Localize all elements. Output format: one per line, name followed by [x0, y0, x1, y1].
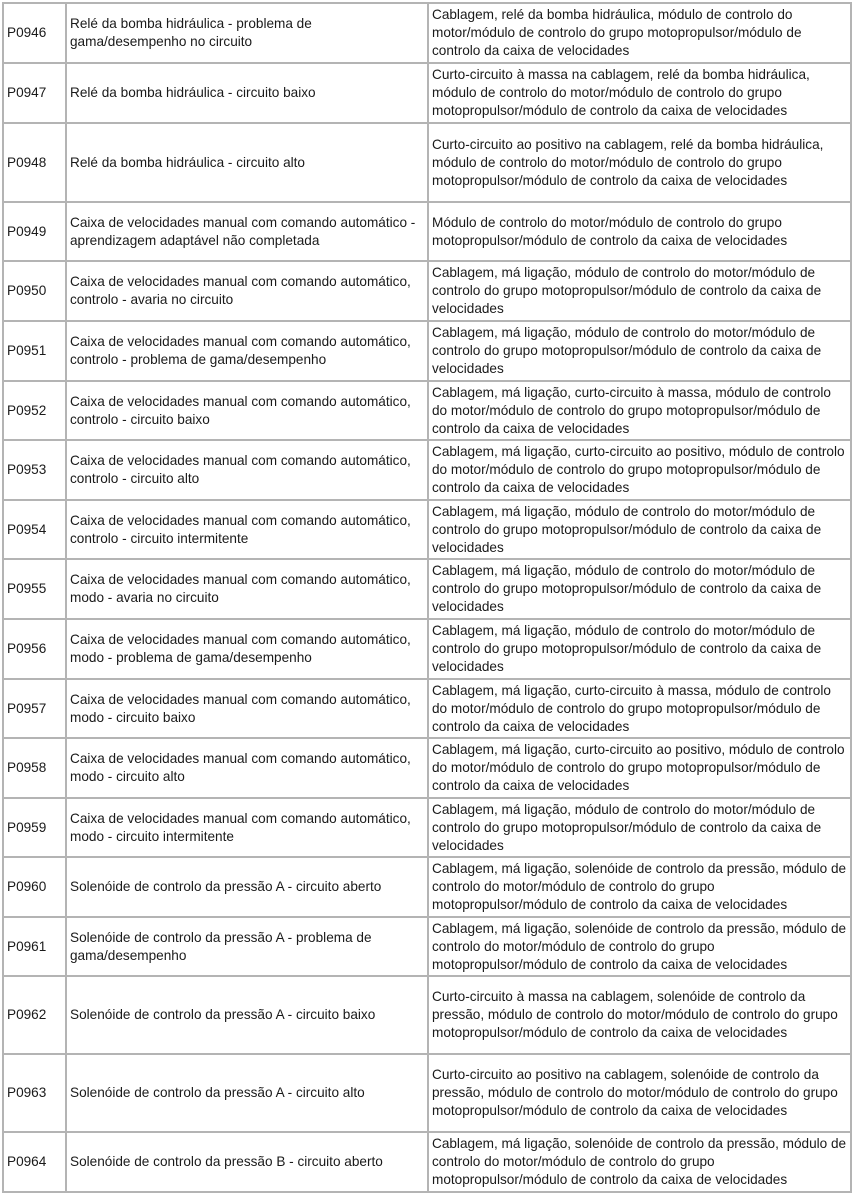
dtc-description: Caixa de velocidades manual com comando automático, controlo - circuito alto: [66, 440, 428, 500]
dtc-description: Caixa de velocidades manual com comando automático - aprendizagem adaptável não completada: [66, 202, 428, 261]
dtc-code: P0946: [3, 3, 66, 63]
dtc-possible-causes: Curto-circuito ao positivo na cablagem, relé da bomba hidráulica, módulo de controlo do motor/módulo de controlo do grupo motopropulsor/módulo de controlo da caixa de velocidades: [428, 123, 851, 202]
dtc-code: P0959: [3, 798, 66, 857]
table-row: [3, 976, 851, 1054]
table-row: [3, 202, 851, 261]
dtc-description: Solenóide de controlo da pressão A - circuito alto: [66, 1054, 428, 1132]
dtc-code: P0958: [3, 738, 66, 798]
table-row: [3, 500, 851, 559]
dtc-code: P0953: [3, 440, 66, 500]
dtc-code: P0950: [3, 261, 66, 321]
dtc-code: P0964: [3, 1132, 66, 1192]
dtc-possible-causes: Curto-circuito à massa na cablagem, solenóide de controlo da pressão, módulo de controlo do motor/módulo de controlo do grupo motopropulsor/módulo de controlo da caixa de velocidades: [428, 976, 851, 1054]
table-row: [3, 798, 851, 857]
dtc-description: Solenóide de controlo da pressão A - circuito aberto: [66, 857, 428, 917]
dtc-code: P0957: [3, 679, 66, 738]
table-row: [3, 559, 851, 619]
dtc-possible-causes: Cablagem, má ligação, módulo de controlo do motor/módulo de controlo do grupo motopropulsor/módulo de controlo da caixa de velocidades: [428, 261, 851, 321]
dtc-possible-causes: Cablagem, má ligação, solenóide de controlo da pressão, módulo de controlo do motor/módulo de controlo do grupo motopropulsor/módulo de controlo da caixa de velocidades: [428, 857, 851, 917]
dtc-possible-causes: Cablagem, má ligação, módulo de controlo do motor/módulo de controlo do grupo motopropulsor/módulo de controlo da caixa de velocidades: [428, 798, 851, 857]
dtc-description: Caixa de velocidades manual com comando automático, controlo - problema de gama/desempenho: [66, 321, 428, 381]
dtc-description: Caixa de velocidades manual com comando automático, modo - circuito alto: [66, 738, 428, 798]
dtc-possible-causes: Cablagem, má ligação, curto-circuito ao positivo, módulo de controlo do motor/módulo de controlo do grupo motopropulsor/módulo de controlo da caixa de velocidades: [428, 738, 851, 798]
dtc-possible-causes: Cablagem, má ligação, solenóide de controlo da pressão, módulo de controlo do motor/módulo de controlo do grupo motopropulsor/módulo de controlo da caixa de velocidades: [428, 1132, 851, 1192]
table-row: [3, 63, 851, 123]
dtc-code: P0947: [3, 63, 66, 123]
dtc-code: P0956: [3, 619, 66, 679]
dtc-possible-causes: Curto-circuito à massa na cablagem, relé da bomba hidráulica, módulo de controlo do motor/módulo de controlo do grupo motopropulsor/módulo de controlo da caixa de velocidades: [428, 63, 851, 123]
dtc-code: P0962: [3, 976, 66, 1054]
dtc-code: P0948: [3, 123, 66, 202]
dtc-description: Solenóide de controlo da pressão B - circuito aberto: [66, 1132, 428, 1192]
table-row: [3, 3, 851, 63]
dtc-description: Caixa de velocidades manual com comando automático, modo - circuito baixo: [66, 679, 428, 738]
dtc-description: Caixa de velocidades manual com comando automático, controlo - avaria no circuito: [66, 261, 428, 321]
dtc-possible-causes: Cablagem, má ligação, módulo de controlo do motor/módulo de controlo do grupo motopropulsor/módulo de controlo da caixa de velocidades: [428, 559, 851, 619]
dtc-description: Solenóide de controlo da pressão A - circuito baixo: [66, 976, 428, 1054]
table-row: [3, 619, 851, 679]
dtc-possible-causes: Curto-circuito ao positivo na cablagem, solenóide de controlo da pressão, módulo de controlo do motor/módulo de controlo do grupo motopropulsor/módulo de controlo da caixa de velocidades: [428, 1054, 851, 1132]
dtc-possible-causes: Módulo de controlo do motor/módulo de controlo do grupo motopropulsor/módulo de controlo da caixa de velocidades: [428, 202, 851, 261]
table-row: [3, 857, 851, 917]
table-row: [3, 1054, 851, 1132]
dtc-possible-causes: Cablagem, relé da bomba hidráulica, módulo de controlo do motor/módulo de controlo do grupo motopropulsor/módulo de controlo da caixa de velocidades: [428, 3, 851, 63]
table-row: [3, 917, 851, 976]
dtc-table-body: [3, 3, 851, 1192]
table-row: [3, 679, 851, 738]
table-row: [3, 738, 851, 798]
dtc-description: Caixa de velocidades manual com comando automático, modo - avaria no circuito: [66, 559, 428, 619]
dtc-code: P0960: [3, 857, 66, 917]
dtc-description: Relé da bomba hidráulica - problema de gama/desempenho no circuito: [66, 3, 428, 63]
dtc-table: [2, 2, 852, 1193]
dtc-description: Caixa de velocidades manual com comando automático, modo - circuito intermitente: [66, 798, 428, 857]
table-row: [3, 321, 851, 381]
dtc-possible-causes: Cablagem, má ligação, solenóide de controlo da pressão, módulo de controlo do motor/módulo de controlo do grupo motopropulsor/módulo de controlo da caixa de velocidades: [428, 917, 851, 976]
dtc-description: Relé da bomba hidráulica - circuito alto: [66, 123, 428, 202]
dtc-description: Caixa de velocidades manual com comando automático, controlo - circuito intermitente: [66, 500, 428, 559]
dtc-code: P0951: [3, 321, 66, 381]
dtc-possible-causes: Cablagem, má ligação, curto-circuito ao positivo, módulo de controlo do motor/módulo de controlo do grupo motopropulsor/módulo de controlo da caixa de velocidades: [428, 440, 851, 500]
table-row: [3, 1132, 851, 1192]
dtc-possible-causes: Cablagem, má ligação, curto-circuito à massa, módulo de controlo do motor/módulo de controlo do grupo motopropulsor/módulo de controlo da caixa de velocidades: [428, 679, 851, 738]
dtc-description: Caixa de velocidades manual com comando automático, modo - problema de gama/desempenho: [66, 619, 428, 679]
table-row: [3, 440, 851, 500]
dtc-possible-causes: Cablagem, má ligação, módulo de controlo do motor/módulo de controlo do grupo motopropulsor/módulo de controlo da caixa de velocidades: [428, 321, 851, 381]
dtc-possible-causes: Cablagem, má ligação, módulo de controlo do motor/módulo de controlo do grupo motopropulsor/módulo de controlo da caixa de velocidades: [428, 619, 851, 679]
dtc-possible-causes: Cablagem, má ligação, módulo de controlo do motor/módulo de controlo do grupo motopropulsor/módulo de controlo da caixa de velocidades: [428, 500, 851, 559]
dtc-code: P0955: [3, 559, 66, 619]
dtc-description: Solenóide de controlo da pressão A - problema de gama/desempenho: [66, 917, 428, 976]
dtc-description: Relé da bomba hidráulica - circuito baixo: [66, 63, 428, 123]
dtc-possible-causes: Cablagem, má ligação, curto-circuito à massa, módulo de controlo do motor/módulo de controlo do grupo motopropulsor/módulo de controlo da caixa de velocidades: [428, 381, 851, 440]
dtc-code: P0954: [3, 500, 66, 559]
dtc-code: P0952: [3, 381, 66, 440]
table-row: [3, 261, 851, 321]
table-row: [3, 381, 851, 440]
table-row: [3, 123, 851, 202]
dtc-description: Caixa de velocidades manual com comando automático, controlo - circuito baixo: [66, 381, 428, 440]
dtc-code: P0963: [3, 1054, 66, 1132]
dtc-code: P0961: [3, 917, 66, 976]
dtc-code: P0949: [3, 202, 66, 261]
